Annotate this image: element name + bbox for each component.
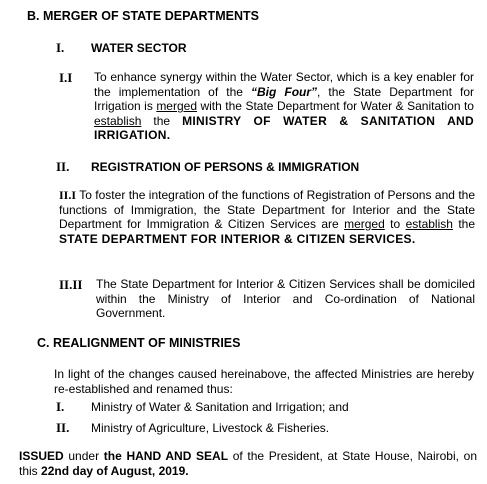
sub1-numeral: I. (56, 40, 65, 55)
sub2-numeral: II. (56, 159, 70, 174)
section-b-heading: B. MERGER OF STATE DEPARTMENTS (27, 9, 259, 23)
section-c-intro: In light of the changes caused hereinabove, the affected Ministries are hereby re-established and renamed thus: (54, 367, 474, 396)
sub1-title: WATER SECTOR (91, 41, 187, 55)
item-2-1-numeral: II.I (59, 188, 77, 202)
item-2-2-numeral: II.II (59, 277, 83, 292)
item-2-1: II.I To foster the integration of the functions of Registration of Persons and the functions of Immigration, the State Department for Interior and the State Department for Immigration & Citizen Services are merged to establish the STATE DEPARTMENT FOR INTERIOR & CITIZEN SERVICES. (59, 188, 476, 246)
item-2-2-text: The State Department for Interior & Citizen Services shall be domiciled within the Ministry of Interior and Co-ordination of National Government. (96, 277, 475, 321)
item-1-1-numeral: I.I (59, 70, 73, 85)
list-item-1-text: Ministry of Water & Sanitation and Irrigation; and (91, 400, 349, 414)
list-item-2-text: Ministry of Agriculture, Livestock & Fisheries. (91, 421, 330, 435)
sub2-title: REGISTRATION OF PERSONS & IMMIGRATION (91, 160, 360, 174)
list-item-1-numeral: I. (56, 399, 65, 414)
section-c-heading: C. REALIGNMENT OF MINISTRIES (37, 336, 241, 350)
list-item-2-numeral: II. (56, 420, 70, 435)
issued-statement: ISSUED under the HAND AND SEAL of the President, at State House, Nairobi, on this 22nd day of August, 2019. (19, 449, 478, 478)
item-1-1-text: To enhance synergy within the Water Sector, which is a key enabler for the implementation of the “Big Four”, the State Department for Irrigation is merged with the State Department for Water & Sanitation to establish the MINISTRY OF WATER & SANITATION AND IRRIGATION. (94, 70, 474, 143)
